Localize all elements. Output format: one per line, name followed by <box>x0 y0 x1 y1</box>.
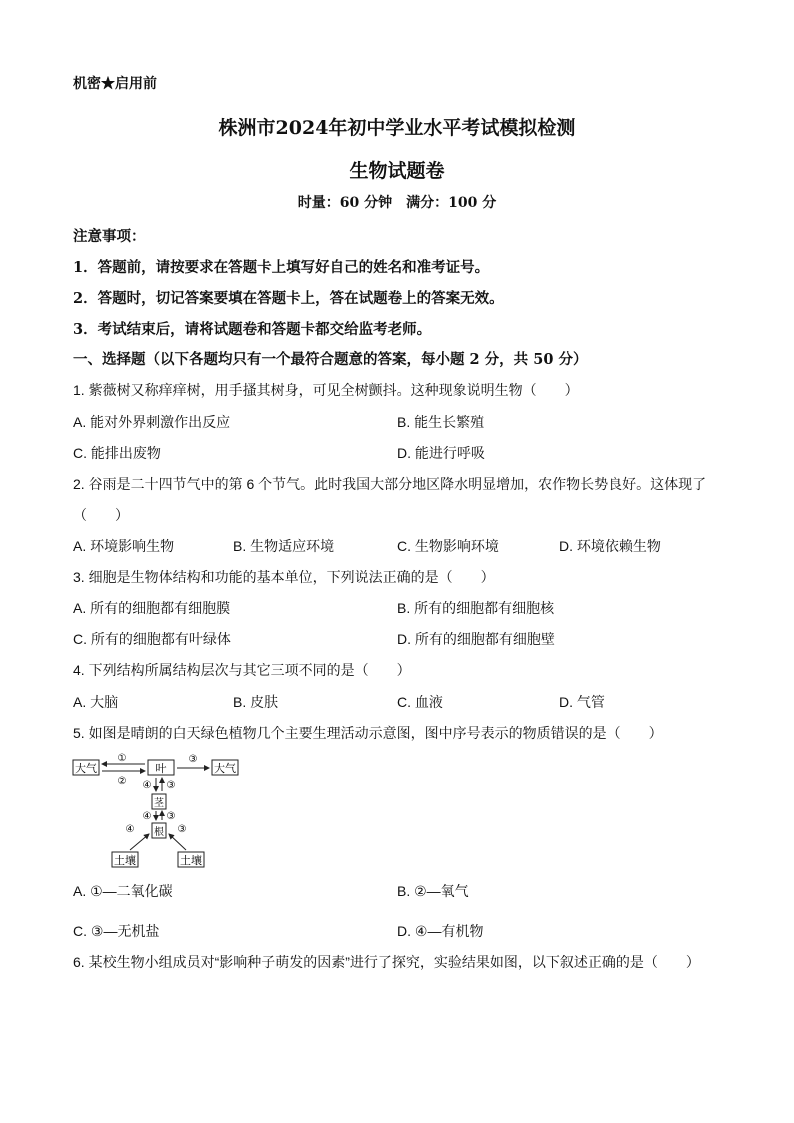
option-a: A. 环境影响生物 <box>73 538 175 554</box>
exam-subtitle: 生物试题卷 <box>349 160 445 182</box>
label-n3-upper: ③ <box>166 780 176 791</box>
note-item: 3．考试结束后，请将试题卷和答题卡都交给监考老师。 <box>73 321 432 338</box>
stem-label: 茎 <box>154 798 164 809</box>
label-n3-top: ③ <box>188 754 198 765</box>
arrow-soil-left <box>130 834 149 850</box>
option-a: A. 大脑 <box>73 694 119 710</box>
option-c: C. 生物影响环境 <box>397 538 499 554</box>
root-label: 根 <box>154 827 164 838</box>
option-a: A. 所有的细胞都有细胞膜 <box>73 600 231 616</box>
section-heading: 一、选择题（以下各题均只有一个最符合题意的答案，每小题 2 分，共 50 分） <box>73 351 588 368</box>
option-b: B. 能生长繁殖 <box>397 414 485 430</box>
plant-activity-diagram <box>72 752 250 874</box>
label-n2: ② <box>117 776 127 787</box>
option-c: C. 能排出废物 <box>73 445 161 461</box>
label-n3-soil: ③ <box>177 824 187 835</box>
question-stem: 2. 谷雨是二十四节气中的第 6 个节气。此时我国大部分地区降水明显增加，农作物长势良好。这体现了 <box>73 476 707 492</box>
option-b: B. ②—氧气 <box>397 883 469 899</box>
option-c: C. ③—无机盐 <box>73 923 160 939</box>
question-stem: 3. 细胞是生物体结构和功能的基本单位，下列说法正确的是（ ） <box>73 569 495 585</box>
option-b: B. 皮肤 <box>233 694 279 710</box>
question-stem: 4. 下列结构所属结构层次与其它三项不同的是（ ） <box>73 662 411 678</box>
label-n4-upper: ④ <box>142 780 152 791</box>
question-stem: 6. 某校生物小组成员对“影响种子萌发的因素”进行了探究，实验结果如图，以下叙述正确的是（ ） <box>73 954 700 970</box>
option-d: D. ④—有机物 <box>397 923 484 939</box>
atmosphere-left-label: 大气 <box>75 762 97 775</box>
label-n4-lower: ④ <box>142 811 152 822</box>
label-n3-lower: ③ <box>166 811 176 822</box>
leaf-label: 叶 <box>155 762 167 775</box>
note-item: 2．答题时，切记答案要填在答题卡上，答在试题卷上的答案无效。 <box>73 290 504 307</box>
option-c: C. 所有的细胞都有叶绿体 <box>73 631 231 647</box>
option-b: B. 生物适应环境 <box>233 538 335 554</box>
arrow-soil-right <box>169 834 186 850</box>
time-score-info: 时量：60 分钟 满分：100 分 <box>297 195 497 211</box>
label-n1: ① <box>117 753 127 764</box>
soil-left-label: 土壤 <box>114 854 136 867</box>
option-d: D. 所有的细胞都有细胞壁 <box>397 631 555 647</box>
option-b: B. 所有的细胞都有细胞核 <box>397 600 555 616</box>
label-n4-soil: ④ <box>125 824 135 835</box>
option-d: D. 环境依赖生物 <box>559 538 661 554</box>
exam-title: 株洲市2024年初中学业水平考试模拟检测 <box>218 117 576 139</box>
atmosphere-right-label: 大气 <box>214 762 236 775</box>
question-stem-continued: （ ） <box>73 507 129 523</box>
option-d: D. 气管 <box>559 694 605 710</box>
confidential-label: 机密★启用前 <box>73 76 157 92</box>
question-stem: 1. 紫薇树又称痒痒树，用手搔其树身，可见全树颤抖。这种现象说明生物（ ） <box>73 382 579 398</box>
option-d: D. 能进行呼吸 <box>397 445 485 461</box>
question-stem: 5. 如图是晴朗的白天绿色植物几个主要生理活动示意图，图中序号表示的物质错误的是（ ） <box>73 725 663 741</box>
option-c: C. 血液 <box>397 694 443 710</box>
note-item: 1．答题前，请按要求在答题卡上填写好自己的姓名和准考证号。 <box>73 259 490 276</box>
notes-heading: 注意事项： <box>73 228 146 245</box>
option-a: A. ①—二氧化碳 <box>73 883 173 899</box>
soil-right-label: 土壤 <box>180 854 202 867</box>
option-a: A. 能对外界刺激作出反应 <box>73 414 231 430</box>
